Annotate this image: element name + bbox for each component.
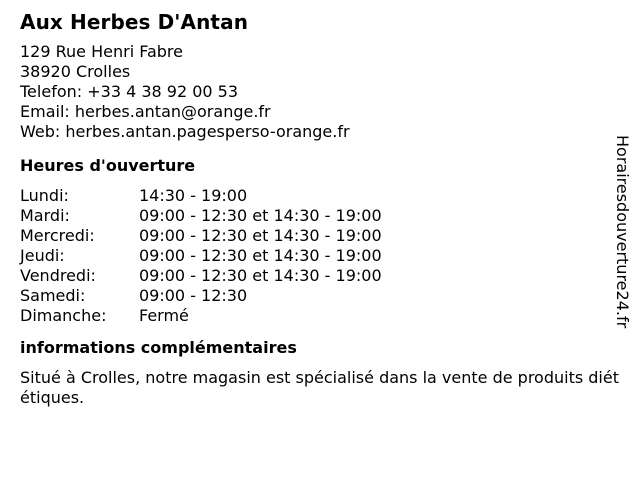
day-hours: 09:00 - 12:30 et 14:30 - 19:00 (139, 246, 382, 265)
day-hours: 09:00 - 12:30 et 14:30 - 19:00 (139, 226, 382, 245)
phone-number: Telefon: +33 4 38 92 00 53 (20, 82, 239, 101)
additional-info-text: Situé à Crolles, notre magasin est spécialisé dans la vente de produits diététiques. (20, 368, 619, 407)
day-hours: 09:00 - 12:30 et 14:30 - 19:00 (139, 266, 382, 285)
day-hours: 09:00 - 12:30 (139, 286, 248, 305)
day-label: Mercredi: (20, 226, 95, 245)
day-label: Dimanche: (20, 306, 107, 325)
email-address: Email: herbes.antan@orange.fr (20, 102, 271, 121)
website-address: Web: herbes.antan.pagesperso-orange.fr (20, 122, 350, 141)
hours-row-wednesday (20, 226, 620, 246)
hours-row-thursday (20, 246, 620, 266)
opening-hours-table (20, 186, 620, 326)
day-hours: 14:30 - 19:00 (139, 186, 248, 205)
hours-row-monday (20, 186, 620, 206)
hours-row-tuesday (20, 206, 620, 226)
business-name: Aux Herbes D'Antan (20, 10, 249, 34)
day-hours: 09:00 - 12:30 et 14:30 - 19:00 (139, 206, 382, 225)
address-street: 129 Rue Henri Fabre (20, 42, 183, 61)
day-label: Samedi: (20, 286, 86, 305)
opening-hours-heading: Heures d'ouverture (20, 156, 196, 175)
hours-row-sunday (20, 306, 620, 326)
site-watermark: Horairesdouverture24.fr (613, 135, 632, 329)
business-listing (20, 8, 620, 408)
day-label: Mardi: (20, 206, 70, 225)
contact-block (20, 42, 620, 142)
address-city: 38920 Crolles (20, 62, 131, 81)
day-hours: Fermé (139, 306, 189, 325)
day-label: Jeudi: (20, 246, 65, 265)
hours-row-friday (20, 266, 620, 286)
day-label: Vendredi: (20, 266, 96, 285)
hours-row-saturday (20, 286, 620, 306)
day-label: Lundi: (20, 186, 69, 205)
additional-info-heading: informations complémentaires (20, 338, 297, 357)
